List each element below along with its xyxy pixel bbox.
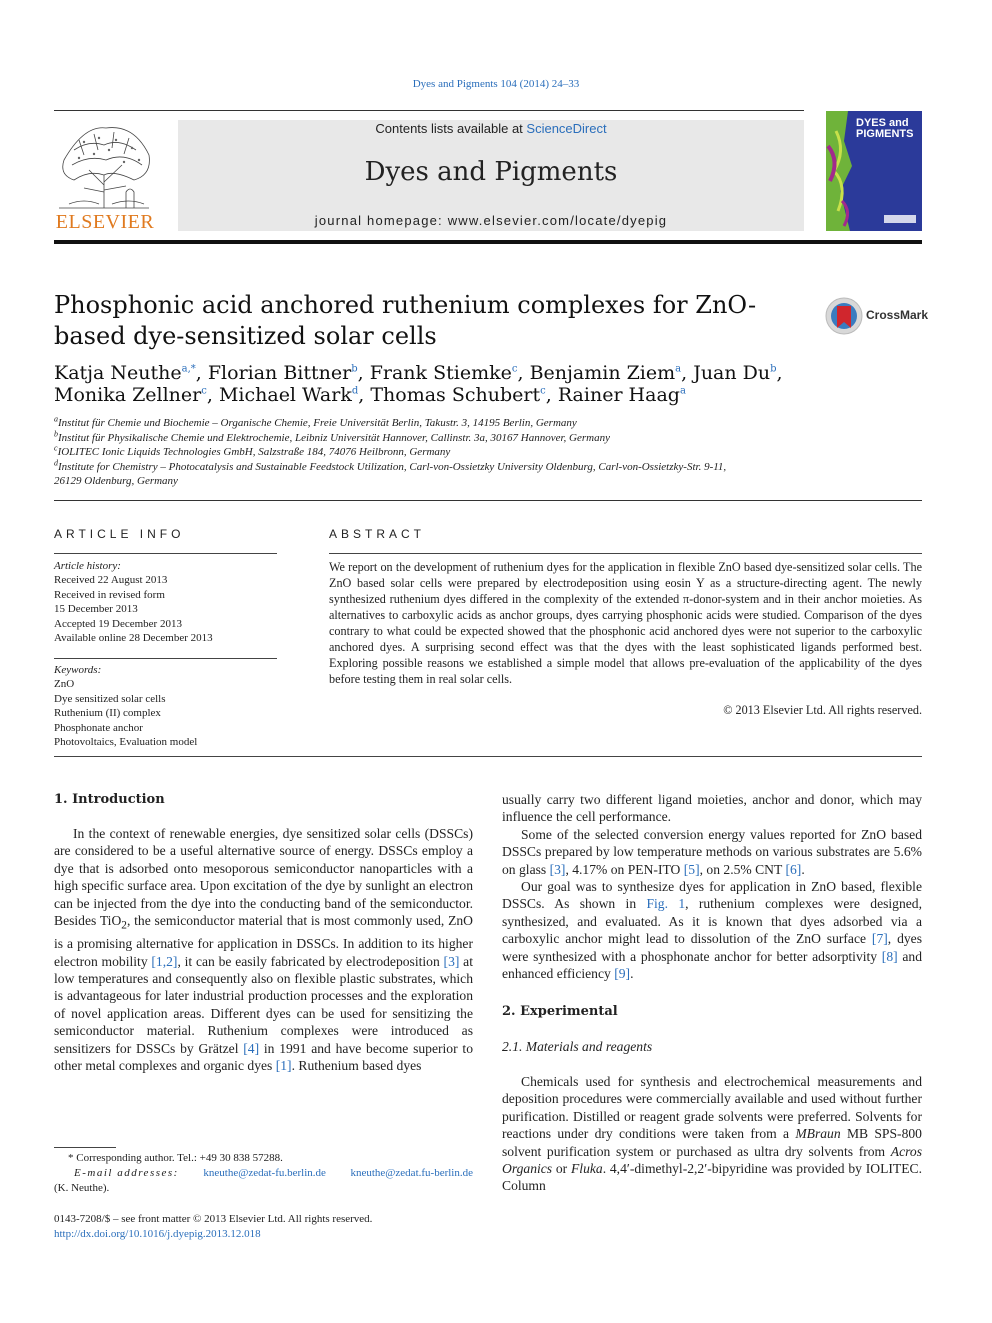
abstract-heading: ABSTRACT (329, 527, 426, 541)
affiliation: 26129 Oldenburg, Germany (54, 475, 178, 487)
history-item: Available online 28 December 2013 (54, 632, 213, 645)
affiliations (54, 416, 922, 489)
materials-subheading: 2.1. Materials and reagents (502, 1039, 653, 1054)
article-history (54, 559, 277, 645)
header-thick-rule (54, 240, 922, 244)
corresponding-author-line: * Corresponding author. Tel.: +49 30 838 57288. (68, 1152, 283, 1164)
keyword: Ruthenium (II) complex (54, 707, 161, 720)
author[interactable]: Florian Bittner$^b$ (207, 362, 358, 384)
history-label: Article history: (54, 560, 121, 572)
keyword: Dye sensitized solar cells (54, 692, 166, 705)
keyword: Photovoltaics, Evaluation model (54, 736, 198, 749)
reference-link[interactable]: [9] (614, 966, 631, 982)
history-item: Received in revised form (54, 588, 165, 601)
reference-link[interactable]: [6] (785, 861, 802, 877)
intro-continuation: usually carry two different ligand moieties, anchor and donor, which may influence the cell performance. (502, 792, 922, 825)
keyword: ZnO (54, 678, 75, 691)
reference-link[interactable]: [1,2] (151, 953, 178, 969)
elsevier-wordmark: ELSEVIER (55, 211, 155, 233)
affiliation: $^b$Institut für Physikalische Chemie und Elektrochemie, Leibniz Universität Hannover, Callinstr. 3a, 30167 Hannover, Germany (54, 428, 610, 444)
author[interactable]: Katja Neuthe$^{a,*}$ (54, 362, 196, 384)
intro-paragraph: Some of the selected conversion energy values reported for ZnO based DSSCs prepared by low temperature methods on various substrates are 5.6% on glass [3], 4.17% on PEN-ITO [5], on 2.5% CNT [6]. (502, 826, 922, 877)
reference-link[interactable]: [5] (683, 861, 700, 877)
email-link[interactable]: kneuthe@zedat.fu-berlin.de (350, 1167, 473, 1179)
keywords-rule (54, 658, 277, 659)
article-title: Phosphonic acid anchored ruthenium complexes for ZnO-based dye-sensitized solar cells (54, 291, 757, 350)
footnote-rule (54, 1147, 116, 1148)
author[interactable]: Thomas Schubert$^c$ (370, 384, 546, 406)
experimental-heading: 2. Experimental (502, 1004, 618, 1019)
email-label: E-mail addresses: (74, 1167, 179, 1179)
header-rule (54, 110, 804, 111)
keywords-label: Keywords: (54, 664, 102, 676)
contents-prefix: Contents lists available at (375, 121, 527, 136)
history-item: Received 22 August 2013 (54, 574, 168, 587)
keyword: Phosphonate anchor (54, 721, 143, 734)
keywords (54, 663, 277, 749)
author[interactable]: Rainer Haag$^a$ (557, 384, 686, 406)
author[interactable]: Monika Zellner$^c$ (54, 384, 207, 406)
reference-link[interactable]: [1] (275, 1058, 292, 1073)
reference-link[interactable]: [3] (549, 861, 566, 877)
email-link[interactable]: kneuthe@zedat-fu.berlin.de (203, 1167, 326, 1179)
article-info-heading: ARTICLE INFO (54, 527, 185, 541)
email-owner: (K. Neuthe). (54, 1182, 110, 1194)
sciencedirect-link[interactable]: ScienceDirect (526, 121, 607, 136)
affiliation: $^a$Institut für Chemie und Biochemie – Organische Chemie, Freie Universität Berlin, Takustr. 3, 14195 Berlin, Germany (54, 414, 577, 429)
issn-line: 0143-7208/$ – see front matter © 2013 Elsevier Ltd. All rights reserved. (54, 1213, 373, 1225)
cover-journal-title: DYES and PIGMENTS (856, 117, 914, 140)
intro-paragraph: Our goal was to synthesize dyes for application in ZnO based, flexible DSSCs. As shown in Fig. 1, ruthenium complexes were designed, synthesized, and evaluated. As it is known that dyes adsorbed via a carboxylic anchor might lead to dissolution of the ZnO surface [7], dyes were synthesized with a phosphonate anchor for better adsorptivity [8] and enhanced efficiency [9]. (502, 879, 922, 982)
crossmark-label[interactable]: CrossMark (866, 308, 929, 322)
reference-link[interactable]: [8] (881, 948, 898, 964)
figure-link[interactable]: Fig. 1 (646, 896, 686, 912)
history-item: Accepted 19 December 2013 (54, 617, 182, 630)
reference-link[interactable]: [4] (243, 1040, 260, 1056)
author[interactable]: Frank Stiemke$^c$ (369, 362, 518, 384)
introduction-heading: 1. Introduction (54, 792, 165, 807)
introduction-column (54, 825, 473, 1074)
email-line (54, 1166, 473, 1181)
right-column-top (502, 791, 922, 982)
reference-link[interactable]: [3] (443, 953, 460, 969)
affiliation: $^d$Institute for Chemistry – Photocatalysis and Sustainable Feedstock Utilization, Carl-von-Ossietzky University Oldenburg, Carl-von-Ossietzky-Str. 9-11, (54, 457, 727, 473)
author[interactable]: Juan Du$^b$ (693, 362, 777, 384)
contents-available-line (178, 121, 804, 136)
right-column-bottom (502, 1073, 922, 1195)
author[interactable]: Michael Wark$^d$ (218, 384, 359, 406)
reference-link[interactable]: [7] (871, 931, 888, 947)
journal-citation[interactable]: Dyes and Pigments 104 (2014) 24–33 (412, 78, 580, 90)
materials-paragraph: Chemicals used for synthesis and electrochemical measurements and deposition procedures were commercially available and used without further purification. Distilled or reagent grade solvents were preferred. Solvents for reactions under dry conditions were taken from a MBraun MB SPS-800 solvent purification system or purchased as ultra dry solvents from Acros Organics or Fluka. 4,4′-dimethyl-2,2′-bipyridine was provided by IOLITEC. Column (502, 1074, 922, 1194)
article-info-rule (54, 553, 277, 554)
issn-block (54, 1212, 372, 1242)
body-rule (54, 756, 922, 757)
intro-paragraph: In the context of renewable energies, dye sensitized solar cells (DSSCs) are considered to be a useful alternative source of energy. DSSCs employ a dye that is adsorbed onto mesoporous semiconductor nanoparticles with a high specific surface area. Upon excitation of the dye by sunlight an electron can be injected from the dye into the conducting band of the semiconductor. Besides TiO$_2$, the semiconductor material that is most commonly used, ZnO is a promising alternative for application in DSSCs. In addition to its higher electron mobility [1,2], it can be easily fabricated by electrodeposition [3] at low temperatures and consequently also on flexible plastic substrates, which is advantageous for later industrial production processes and the exploration of novel application areas. Different dyes can be used for sensitizing the semiconductor material. Ruthenium complexes were introduced as sensitizers for DSSCs by Grätzel [4] in 1991 and have become superior to other metal complexes and organic dyes [1]. Ruthenium based dyes (54, 826, 473, 1073)
journal-title: Dyes and Pigments (364, 157, 618, 187)
corresponding-author-footnote (54, 1151, 473, 1196)
abstract-copyright: © 2013 Elsevier Ltd. All rights reserved. (723, 703, 922, 717)
affiliation: $^c$IOLITEC Ionic Liquids Technologies GmbH, Salzstraße 184, 74076 Heilbronn, Germany (54, 443, 451, 458)
doi-link[interactable]: http://dx.doi.org/10.1016/j.dyepig.2013.12.018 (54, 1228, 261, 1240)
abstract-text: We report on the development of ruthenium dyes for the application in flexible ZnO based dye-sensitized solar cells. The ZnO based solar cells were prepared by electrodeposition using eosin Y as a structure-directing agent. The newly synthesized ruthenium dyes differed in the complexity of the extended π-donor-system and in their anchor moieties. As alternatives to carboxylic acids as anchor groups, dyes carrying phosphonic acids were studied. Comparison of the dyes contrary to what could be expected showed that the phosphonic acid anchored dyes were not superior to the carboxylic anchored dyes. A surprising second effect was that the dyes with the least sophisticated ligands performed best. Exploring possible reasons we established a simple model that allows pre-evaluation of the applicability of the dyes before testing them in real solar cells. (329, 560, 922, 686)
history-item: 15 December 2013 (54, 603, 138, 616)
author-list: Katja Neuthe$^{a,*}$, Florian Bittner$^b$, Frank Stiemke$^c$, Benjamin Ziem$^a$, Juan Du$^b$, Monika Zellner$^c$, Michael Wark$^d$, Thomas Schubert$^c$, Rainer Haag$^a$ (54, 362, 783, 406)
abstract-rule (329, 553, 922, 554)
homepage-url[interactable]: www.elsevier.com/locate/dyepig (447, 213, 668, 228)
crossmark-icon[interactable] (824, 296, 864, 336)
journal-homepage-line (178, 213, 804, 228)
author[interactable]: Benjamin Ziem$^a$ (529, 362, 682, 384)
title-block-rule (54, 500, 922, 501)
homepage-prefix: journal homepage: (314, 213, 448, 228)
